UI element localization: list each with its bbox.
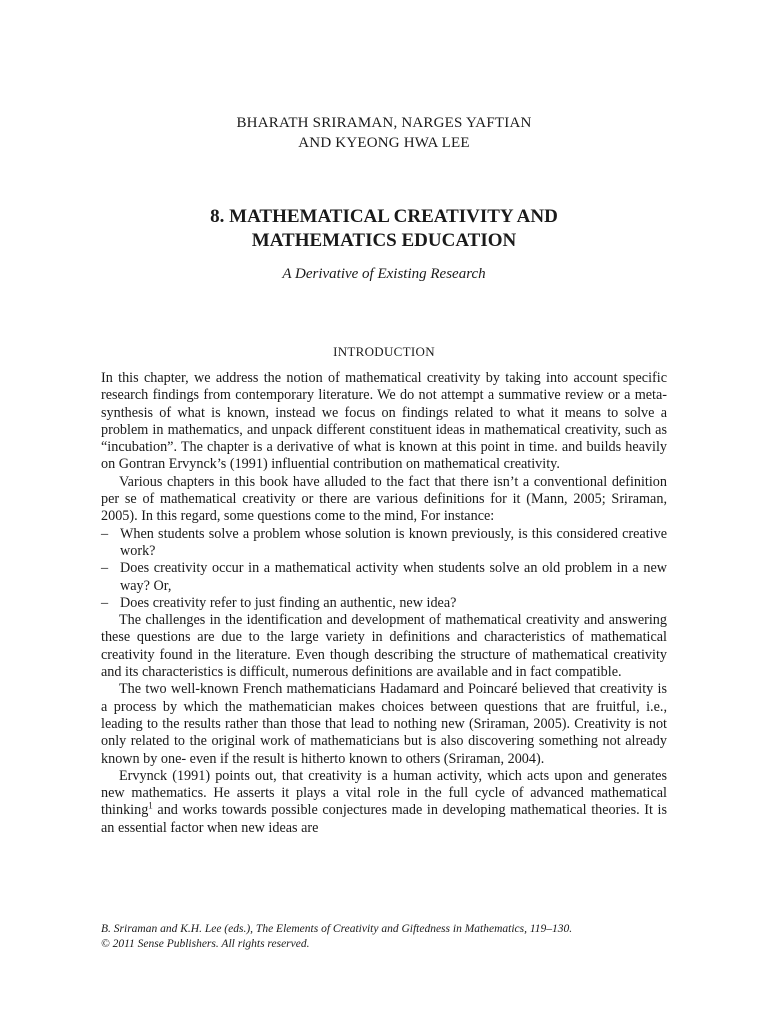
- page-footer: [101, 922, 701, 952]
- list-item: [101, 526, 667, 561]
- dash-marker: –: [101, 560, 109, 577]
- list-item: [101, 560, 667, 595]
- list-item-text: Does creativity refer to just finding an authentic, new idea?: [120, 594, 457, 611]
- dash-marker: –: [101, 594, 109, 611]
- list-item: [101, 595, 667, 612]
- paragraph-5-text-before: Ervynck (1991) points out, that creativity is a human activity, which acts upon and generates new mathematics. He asserts it plays a vital role in the full cycle of advanced mathematical thinking: [101, 767, 667, 819]
- authors: [0, 113, 768, 153]
- chapter-title-line-2: MATHEMATICS EDUCATION: [251, 230, 517, 251]
- authors-line-1: BHARATH SRIRAMAN, NARGES YAFTIAN: [236, 115, 532, 131]
- list-item-text: Does creativity occur in a mathematical activity when students solve an old problem in a new way? Or,: [120, 560, 667, 594]
- chapter-title: [0, 205, 768, 253]
- body-text: [101, 370, 667, 837]
- paragraph-5: [101, 768, 667, 837]
- section-heading: INTRODUCTION: [333, 344, 435, 359]
- footer-copyright: © 2011 Sense Publishers. All rights reserved.: [101, 938, 310, 950]
- chapter-subtitle: A Derivative of Existing Research: [282, 266, 486, 282]
- question-list: [101, 526, 667, 612]
- list-item-text: When students solve a problem whose solution is known previously, is this considered creative work?: [120, 525, 667, 559]
- footnote-marker: 1: [148, 800, 153, 811]
- authors-line-2: AND KYEONG HWA LEE: [298, 135, 470, 151]
- paragraph-5-text-after: and works towards possible conjectures made in developing mathematical theories. It is an essential factor when new ideas are: [101, 802, 667, 836]
- paragraph-2: Various chapters in this book have alluded to the fact that there isn’t a conventional definition per se of mathematical creativity or there are various definitions for it (Mann, 2005; Sriraman, 2005). In this regard, some questions come to the mind, For instance:: [101, 473, 667, 525]
- dash-marker: –: [101, 525, 109, 542]
- paragraph-3: The challenges in the identification and development of mathematical creativity and answering these questions are due to the large variety in definitions and characteristics of mathematical creativity found in the literature. Even though describing the structure of mathematical creativity and its characteristics is difficult, numerous definitions are available and in fact compatible.: [101, 612, 667, 681]
- paragraph-4: The two well-known French mathematicians Hadamard and Poincaré believed that creativity is a process by which the mathematician makes choices between questions that are fruitful, i.e., leading to the results rather than those that lead to nothing new (Sriraman, 2005). Creativity is not only related to the original work of mathematicians but is also discovering something not already known by one- even if the result is hitherto known to others (Sriraman, 2004).: [101, 681, 667, 767]
- footer-citation: B. Sriraman and K.H. Lee (eds.), The Elements of Creativity and Giftedness in Mathematics, 119–130.: [101, 923, 573, 935]
- paragraph-1: In this chapter, we address the notion of mathematical creativity by taking into account specific research findings from contemporary literature. We do not attempt a summative review or a meta-synthesis of what is known, instead we focus on findings related to what it means to solve a problem in mathematics, and unpack different constituent ideas in mathematical creativity, such as “incubation”. The chapter is a derivative of what is known at this point in time. and builds heavily on Gontran Ervynck’s (1991) influential contribution on mathematical creativity.: [101, 370, 667, 473]
- chapter-title-line-1: 8. MATHEMATICAL CREATIVITY AND: [210, 206, 558, 227]
